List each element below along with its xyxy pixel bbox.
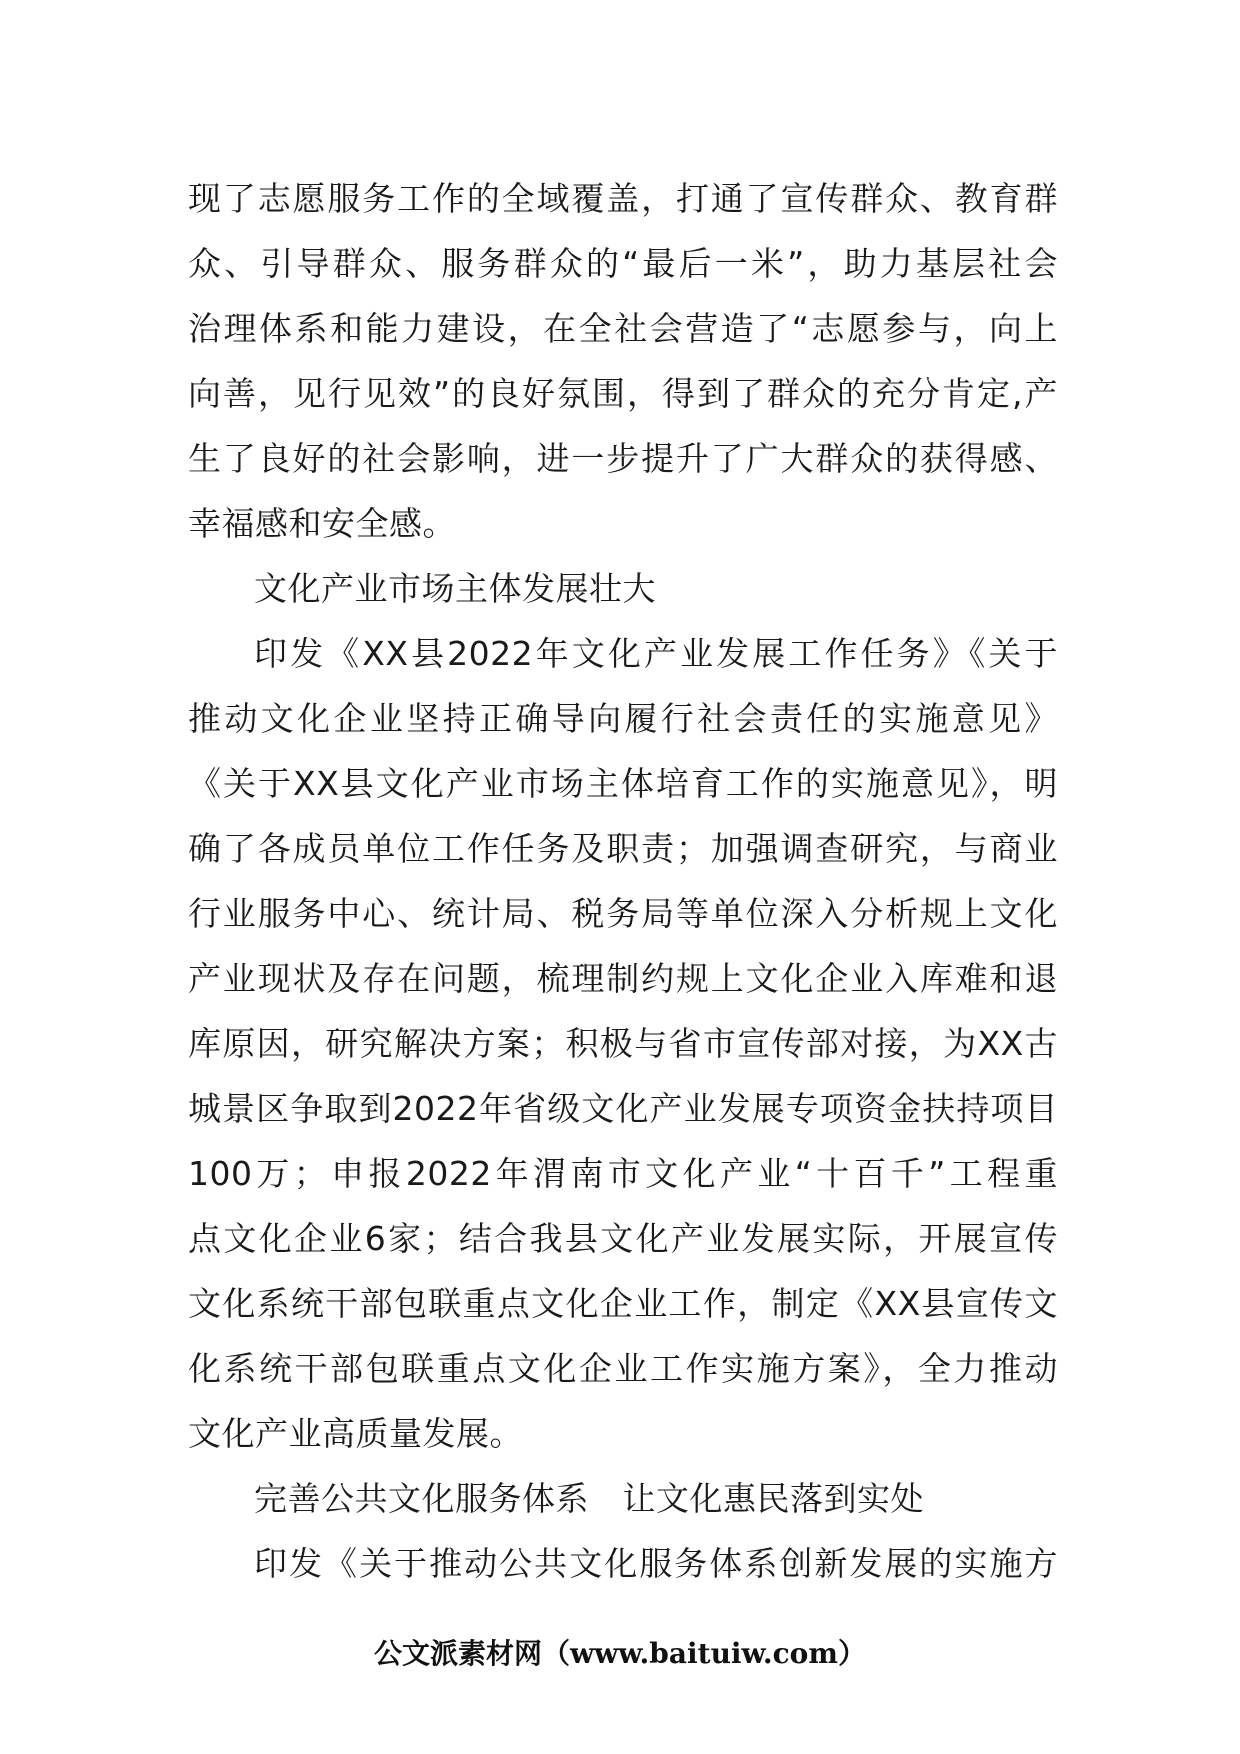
text-line: 100万；申报2022年渭南市文化产业“十百千”工程重 (188, 1154, 1058, 1193)
text-line: 推动文化企业坚持正确导向履行社会责任的实施意见》 (188, 699, 1058, 738)
text-line: 行业服务中心、统计局、税务局等单位深入分析规上文化 (188, 894, 1058, 933)
text-line: 现了志愿服务工作的全域覆盖，打通了宣传群众、教育群 (188, 179, 1058, 218)
text-line: 印发《关于推动公共文化服务体系创新发展的实施方 (254, 1544, 1058, 1583)
text-line: 向善，见行见效”的良好氛围，得到了群众的充分肯定,产 (188, 374, 1058, 413)
text-line: 文化系统干部包联重点文化企业工作，制定《XX县宣传文 (188, 1284, 1058, 1323)
text-line: 文化产业高质量发展。 (188, 1414, 523, 1453)
text-line: 治理体系和能力建设，在全社会营造了“志愿参与，向上 (188, 309, 1058, 348)
text-line: 幸福感和安全感。 (188, 504, 456, 543)
section-heading: 完善公共文化服务体系 让文化惠民落到实处 (254, 1479, 924, 1518)
text-line: 库原因，研究解决方案；积极与省市宣传部对接，为XX古 (188, 1024, 1058, 1063)
text-line: 产业现状及存在问题，梳理制约规上文化企业入库难和退 (188, 959, 1058, 998)
text-line: 生了良好的社会影响，进一步提升了广大群众的获得感、 (188, 439, 1058, 478)
text-line: 众、引导群众、服务群众的“最后一米”，助力基层社会 (188, 244, 1058, 283)
document-body (188, 166, 1058, 1596)
text-line: 城景区争取到2022年省级文化产业发展专项资金扶持项目 (188, 1089, 1058, 1128)
section-heading: 文化产业市场主体发展壮大 (254, 569, 656, 608)
text-line: 印发《XX县2022年文化产业发展工作任务》《关于 (254, 634, 1058, 673)
text-line: 确了各成员单位工作任务及职责；加强调查研究，与商业 (188, 829, 1058, 868)
text-line: 《关于XX县文化产业市场主体培育工作的实施意见》，明 (188, 764, 1058, 803)
footer-watermark: 公文派素材网（www.baituiw.com） (374, 1637, 866, 1670)
text-line: 化系统干部包联重点文化企业工作实施方案》，全力推动 (188, 1349, 1058, 1388)
text-line: 点文化企业6家；结合我县文化产业发展实际，开展宣传 (188, 1219, 1058, 1258)
